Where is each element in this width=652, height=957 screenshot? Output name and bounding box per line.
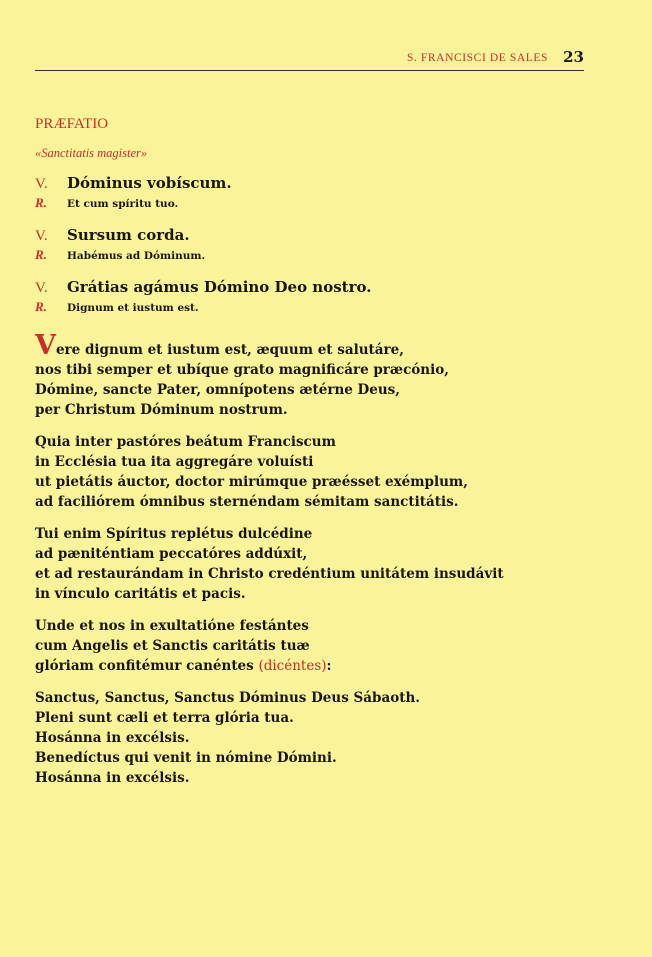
text-line: Tui enim Spíritus replétus dulcédine [35, 526, 313, 542]
versicle-text: Grátias agámus Dómino Deo nostro. [67, 278, 372, 296]
section-title: PRÆFATIO [35, 116, 109, 132]
versicle-symbol: V. [35, 228, 48, 244]
text-line: nos tibi semper et ubíque grato magnificáre præcónio, [35, 362, 449, 378]
versicle-line [35, 276, 595, 299]
versicle-symbol: V. [35, 280, 48, 296]
text-line: Hosánna in excélsis. [35, 770, 190, 786]
response-symbol: R. [35, 195, 47, 210]
versicle-symbol: V. [35, 176, 48, 192]
preface-dialogue [35, 172, 595, 328]
text-line: Dómine, sancte Pater, omnípotens ætérne Deus, [35, 382, 400, 398]
line-text: ere dignum et iustum est, æquum et salutáre, [55, 342, 404, 358]
response-line [35, 299, 595, 317]
subtitle: «Sanctitatis magister» [35, 146, 148, 160]
dialogue-pair [35, 172, 595, 213]
response-line [35, 247, 595, 265]
stanza [35, 432, 625, 512]
page-number: 23 [563, 48, 584, 66]
response-text: Habémus ad Dóminum. [67, 250, 206, 262]
line-text: glóriam confitémur canéntes [35, 658, 254, 674]
response-text: Dignum et iustum est. [67, 302, 199, 314]
text-line: cum Angelis et Sanctis caritátis tuæ [35, 638, 310, 654]
text-line: ut pietátis áuctor, doctor mirúmque præésset exémplum, [35, 474, 468, 490]
sanctus [35, 688, 625, 788]
text-line: per Christum Dóminum nostrum. [35, 402, 288, 418]
line-punctuation: : [326, 658, 332, 674]
text-line: Unde et nos in exultatióne festántes [35, 618, 309, 634]
text-line: Hosánna in excélsis. [35, 730, 190, 746]
dialogue-pair [35, 276, 595, 317]
text-line: ad pæniténtiam peccatóres addúxit, [35, 546, 308, 562]
text-line: et ad restaurándam in Christo credéntium unitátem insudávit [35, 566, 504, 582]
text-line: in Ecclésia tua ita aggregáre voluísti [35, 454, 314, 470]
versicle-line [35, 224, 595, 247]
versicle-text: Sursum corda. [67, 226, 190, 244]
stanza [35, 524, 625, 604]
response-symbol: R. [35, 299, 47, 314]
text-line: Sanctus, Sanctus, Sanctus Dóminus Deus Sábaoth. [35, 690, 420, 706]
text-line [35, 656, 625, 676]
text-line: Quia inter pastóres beátum Franciscum [35, 434, 336, 450]
response-text: Et cum spíritu tuo. [67, 198, 179, 210]
response-symbol: R. [35, 247, 47, 262]
versicle-text: Dóminus vobíscum. [67, 174, 232, 192]
preface-text [35, 330, 625, 800]
dialogue-pair [35, 224, 595, 265]
text-line: Benedíctus qui venit in nómine Dómini. [35, 750, 337, 766]
rubric: (dicéntes) [258, 658, 327, 674]
stanza [35, 616, 625, 676]
text-line: Pleni sunt cæli et terra glória tua. [35, 710, 294, 726]
text-line: in vínculo caritátis et pacis. [35, 586, 246, 602]
drop-cap: V [35, 330, 56, 361]
text-line: ad faciliórem ómnibus sternéndam sémitam sanctitátis. [35, 494, 459, 510]
versicle-line [35, 172, 595, 195]
stanza [35, 330, 625, 420]
response-line [35, 195, 595, 213]
text-line [35, 330, 625, 361]
page-header [35, 46, 584, 71]
running-title: S. FRANCISCI DE SALES [406, 52, 548, 64]
